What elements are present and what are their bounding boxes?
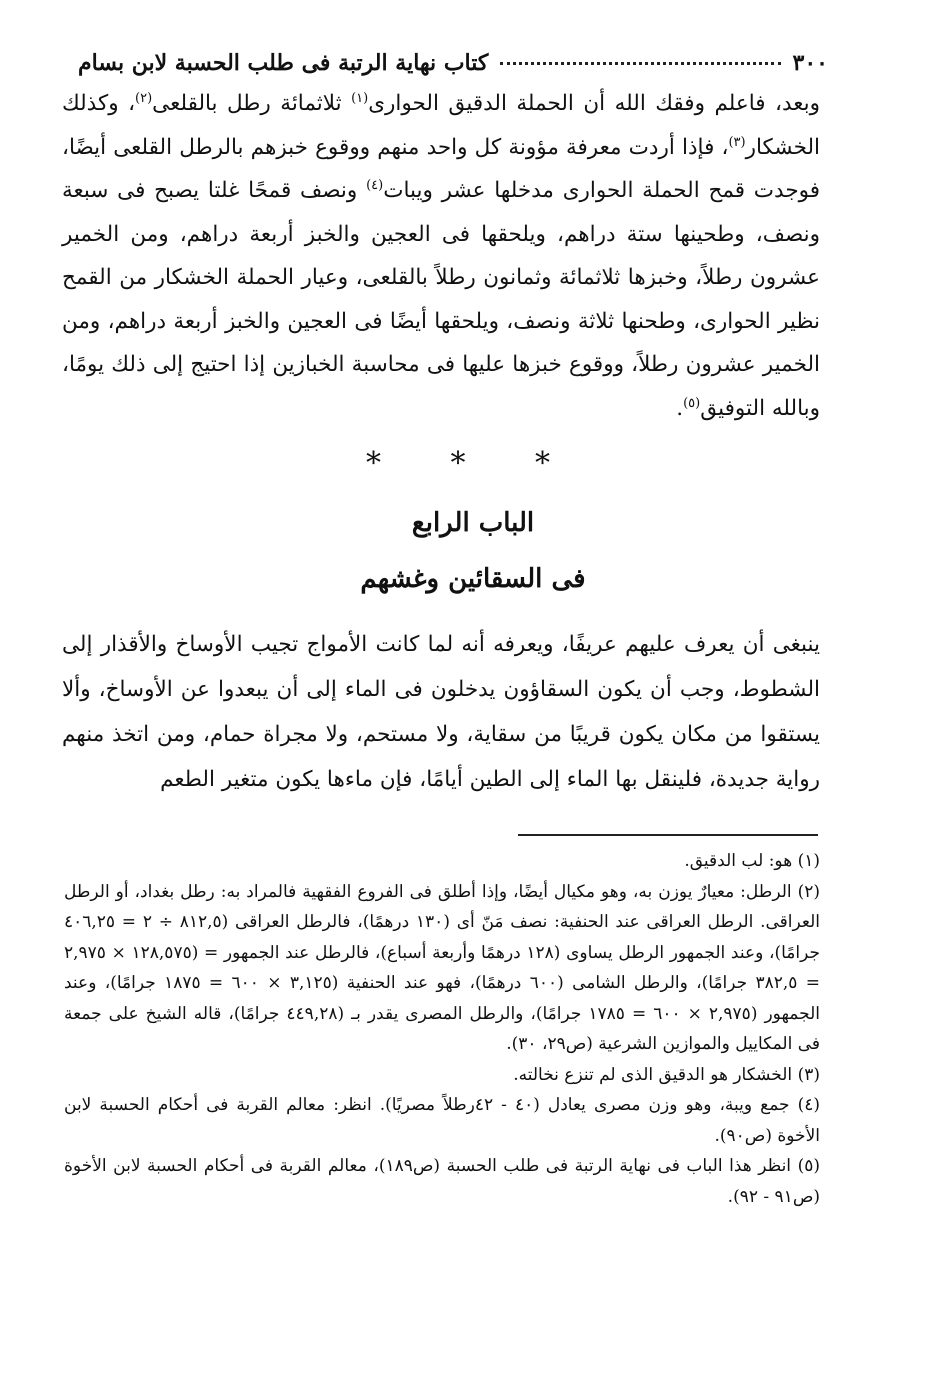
body-text-segment: . — [676, 395, 684, 421]
chapter-subtitle: فى السقائين وغشهم — [360, 564, 586, 594]
chapter-paragraph — [62, 622, 820, 802]
footnote-number: (٣) — [797, 1064, 820, 1085]
section-separator: * * * — [365, 446, 581, 481]
opening-paragraph — [62, 82, 820, 430]
footnote-item — [64, 1090, 820, 1151]
body-text-segment: ، فإذا أردت معرفة مؤونة كل واحد منهم ووقوع خبزهم بالرطل القلعى أيضًا، فوجدت قمح الحملة الحوارى مدخلها عشر ويبات — [62, 134, 821, 203]
body-text-segment: ونصف قمحًا غلتا يصبح فى سبعة ونصف، وطحينها ستة دراهم، ويلحقها فى العجين والخبز أربعة دراهم، ومن الخمير عشرون رطلاً، وخبزها ثلاثمائة وثمانون رطلاً بالقلعى، وعيار الحملة الخشكار من القمح نظير الحوارى، وطحنها ثلاثة ونصف، ويلحقها أيضًا فى العجين والخبز أربعة دراهم، ومن الخمير عشرون رطلاً، ووقوع خبزها عليها فى محاسبة الخبازين إذا احتيج إلى ذلك يومًا، وبالله التوفيق — [62, 178, 820, 421]
footnote-number: (١) — [797, 851, 820, 871]
footnote-number: (٤) — [797, 1095, 821, 1115]
running-title: كتاب نهاية الرتبة فى طلب الحسبة لابن بسام — [78, 50, 489, 76]
footnote-ref[interactable]: (٤) — [366, 177, 384, 193]
body-text-segment: ، وكذلك الخشكار — [62, 91, 820, 160]
footnote-ref[interactable]: (١) — [351, 90, 369, 106]
running-header — [78, 44, 828, 82]
footnote-item — [64, 846, 820, 877]
footnote-number: (٥) — [797, 1156, 821, 1176]
chapter-paragraph-text: ينبغى أن يعرف عليهم عريفًا، ويعرفه أنه لما كانت الأمواج تجيب الأوساخ والأقذار إلى الشطوط، وجب أن يكون السقاؤون يدخلون فى الماء إلى أن يبعدوا عن الأوساخ، وألا يستقوا من مكان يكون قريبًا من سقاية، ولا مستحم، ولا مجراة حمام، ومن اتخذ منهم رواية جديدة، فلينقل بها الماء إلى الطين أيامًا، فإن ماءها يكون متغير الطعم — [62, 632, 820, 792]
chapter-title: الباب الرابع — [411, 508, 535, 538]
footnote-item — [64, 1060, 820, 1091]
footnotes — [64, 846, 820, 1212]
footnote-text: هو: لب الدقيق. — [684, 851, 793, 871]
footnote-text: انظر هذا الباب فى نهاية الرتبة فى طلب الحسبة (ص١٨٩)، معالم القربة فى أحكام الحسبة لابن الأخوة (ص٩١ - ٩٢). — [64, 1156, 820, 1207]
footnote-text: الخشكار هو الدقيق الذى لم تنزع نخالته. — [513, 1064, 793, 1085]
header-dotted-leader — [500, 62, 780, 65]
body-text-segment: وبعد، فاعلم وفقك الله أن الحملة الدقيق الحوارى — [368, 91, 820, 116]
footnote-number: (٢) — [797, 881, 820, 902]
footnote-text: جمع ويبة، وهو وزن مصرى يعادل (٤٠ - ٤٢رطلاً مصريًا). انظر: معالم القربة فى أحكام الحسبة لابن الأخوة (ص٩٠). — [64, 1095, 820, 1146]
footnote-item — [64, 1151, 820, 1212]
footnote-ref[interactable]: (٥) — [683, 395, 701, 411]
footnote-text: الرطل: معيارٌ يوزن به، وهو مكيال أيضًا، وإذا أطلق فى الفروع الفقهية فالمراد به: رطل بغداد، أو الرطل العراقى. الرطل العراقى عند الحنفية: نصف مَنّ أى (١٣٠ درهمًا)، فالرطل العراقى (٨١٢,٥ ÷ ٢ = ٤٠٦,٢٥ جرامًا)، وعند الجمهور الرطل يساوى (١٢٨ درهمًا وأربعة أسباع)، فالرطل عند الجمهور = (١٢٨,٥٧٥ × ٢,٩٧٥ = ٣٨٢,٥ جرامًا)، والرطل الشامى (٦٠٠ درهمًا)، فهو عند الحنفية (٣,١٢٥ × ٦٠٠ = ١٨٧٥ جرامًا)، وعند الجمهور (٢,٩٧٥ × ٦٠٠ = ١٧٨٥ جرامًا)، والرطل المصرى يقدر بـ (٤٤٩,٢٨ جرامًا)، قاله الشيخ على جمعة فى المكاييل والموازين الشرعية (ص٢٩، ٣٠). — [64, 881, 820, 1054]
footnote-ref[interactable]: (٢) — [135, 90, 153, 106]
footnote-divider — [518, 834, 818, 836]
body-text-segment: ثلاثمائة رطل بالقلعى — [152, 91, 352, 116]
page-number: ٣٠٠ — [792, 50, 828, 76]
footnote-item — [64, 877, 820, 1060]
footnote-ref[interactable]: (٣) — [728, 134, 746, 150]
